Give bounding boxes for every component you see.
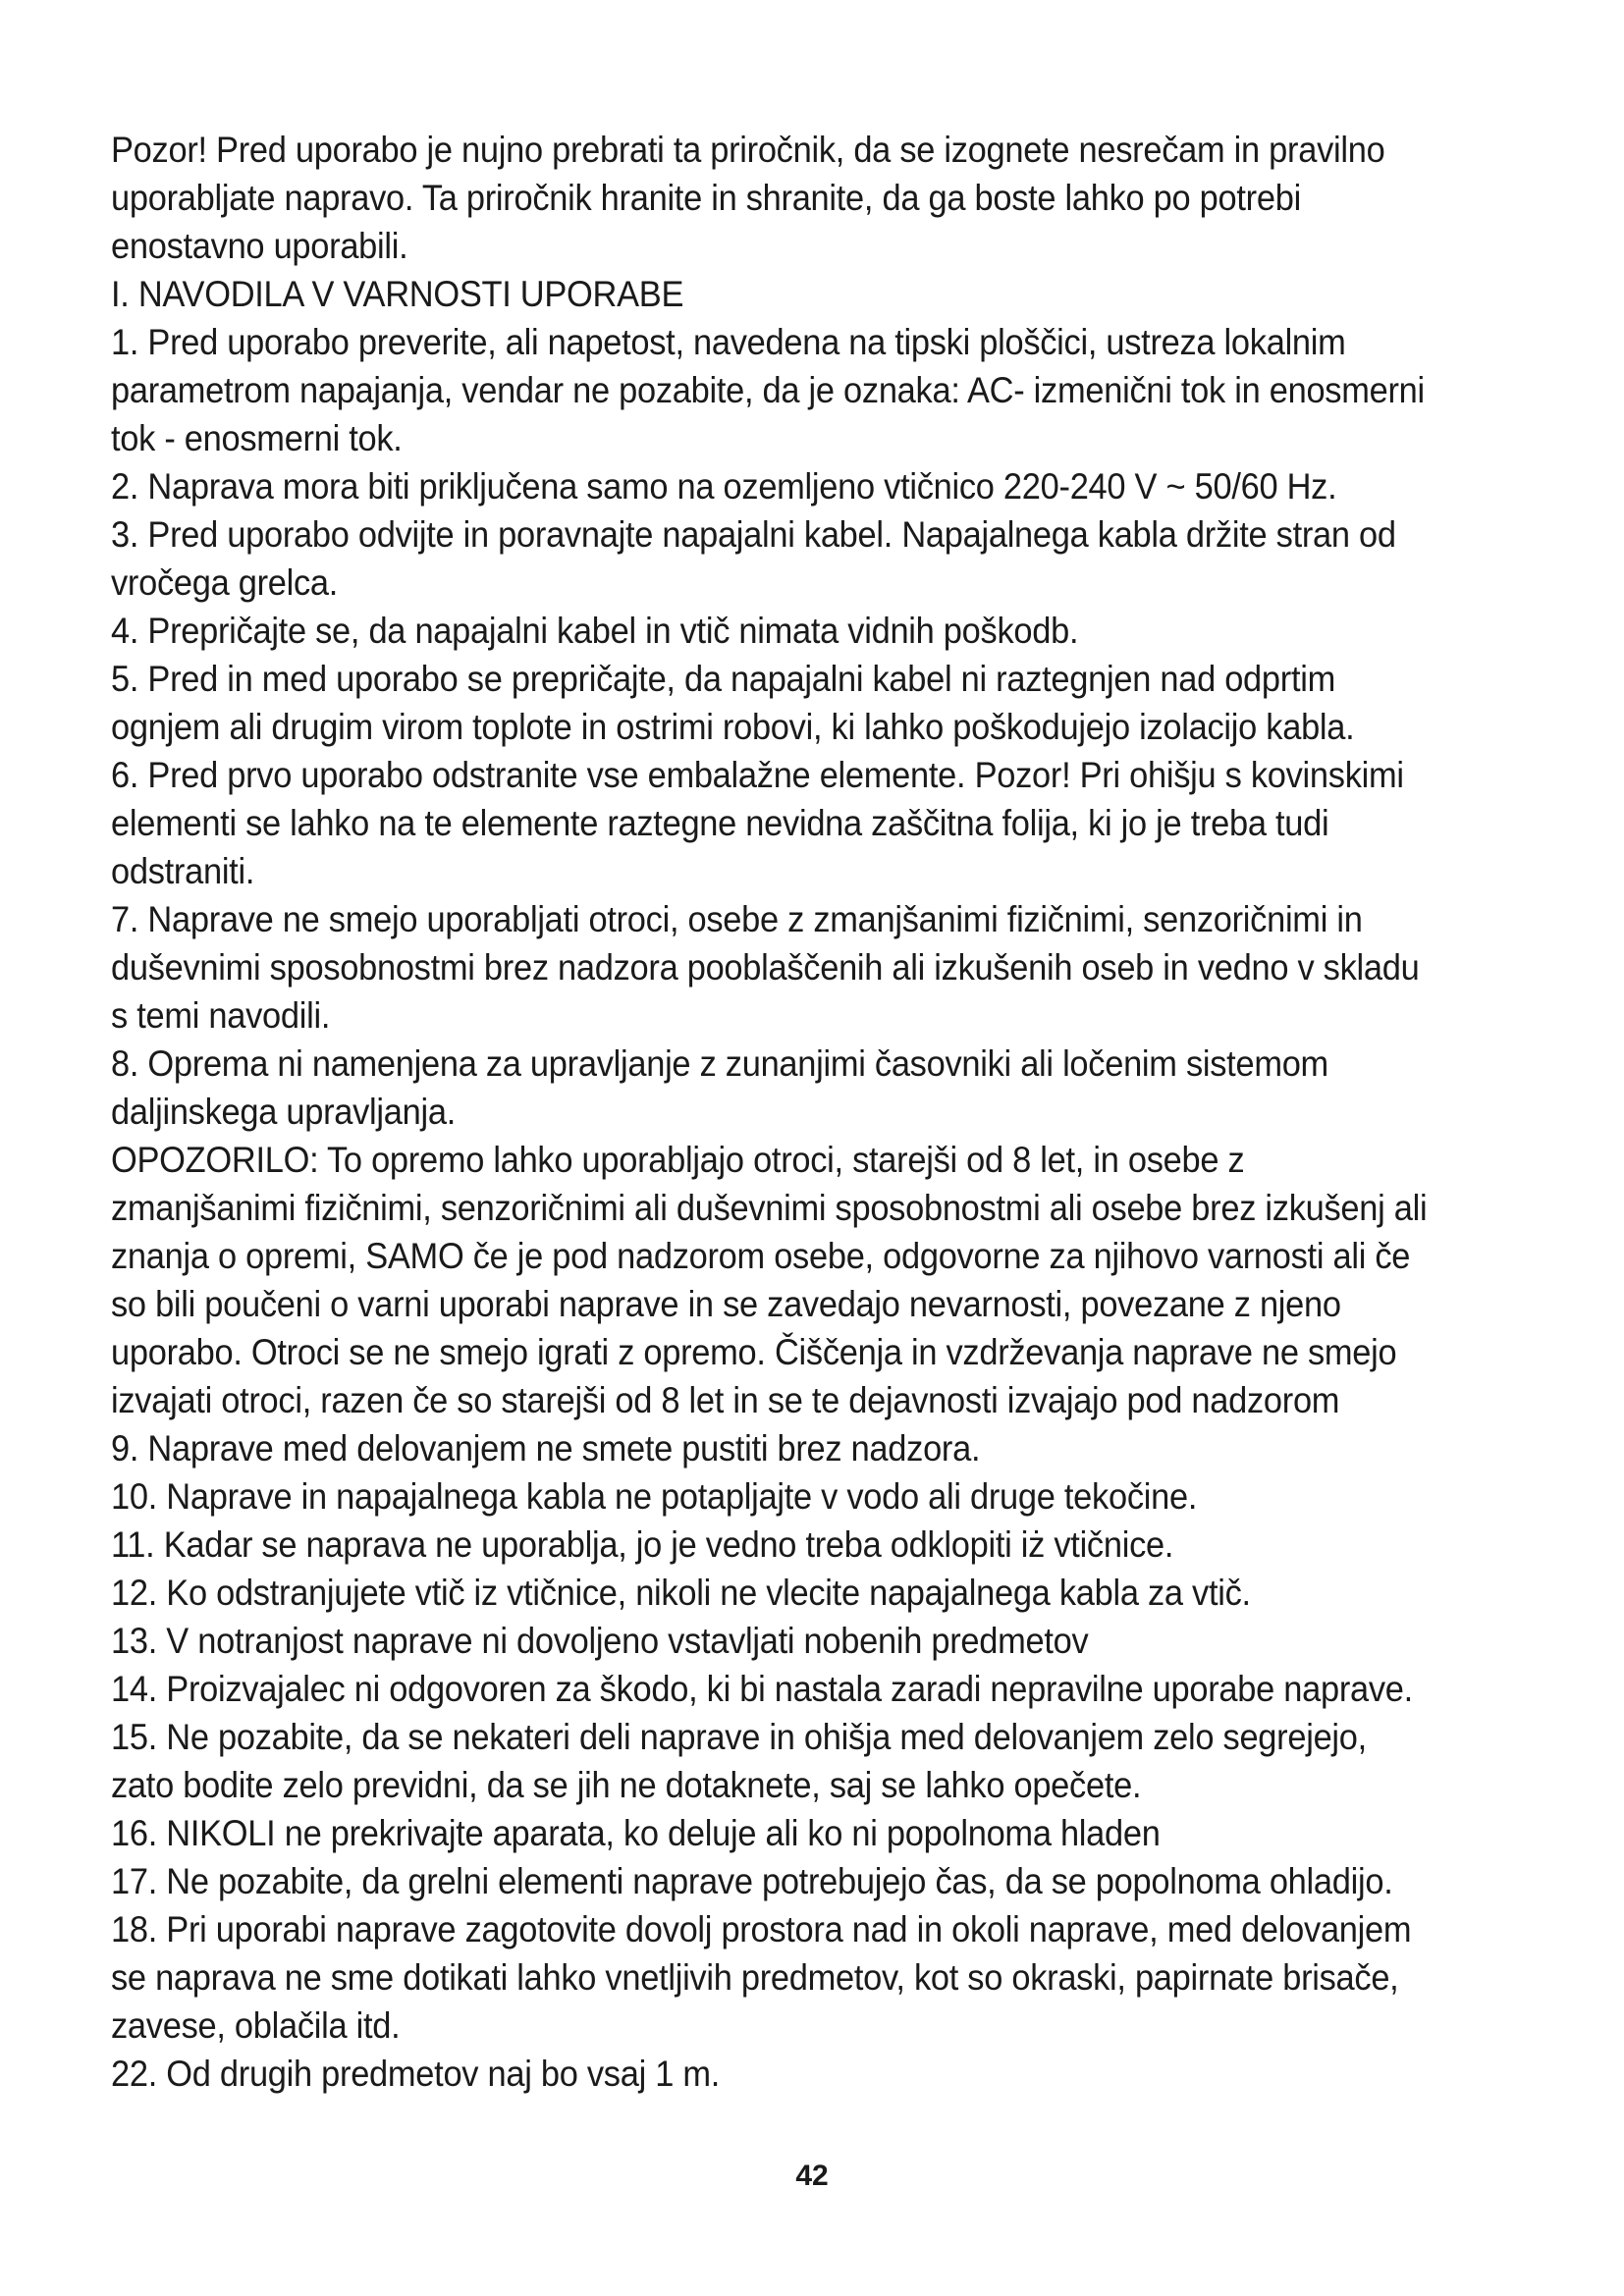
safety-item-12: 12. Ko odstranjujete vtič iz vtičnice, nikoli ne vlecite napajalnega kabla za vtič. (111, 1573, 1251, 1613)
safety-item-14: 14. Proizvajalec ni odgovoren za škodo, ki bi nastala zaradi nepravilne uporabe naprave. (111, 1669, 1413, 1709)
safety-item-9: 9. Naprave med delovanjem ne smete pustiti brez nadzora. (111, 1428, 981, 1468)
safety-item-10: 10. Naprave in napajalnega kabla ne potapljajte v vodo ali druge tekočine. (111, 1476, 1198, 1517)
safety-item-4: 4. Prepričajte se, da napajalni kabel in vtič nimata vidnih poškodb. (111, 611, 1079, 651)
safety-item-3: 3. Pred uporabo odvijte in poravnajte napajalni kabel. Napajalnega kabla držite stran od vročega grelca. (111, 514, 1396, 603)
manual-page-body (111, 126, 1435, 2098)
safety-item-7: 7. Naprave ne smejo uporabljati otroci, osebe z zmanjšanimi fizičnimi, senzoričnimi in duševnimi sposobnostmi brez nadzora pooblaščenih ali izkušenih oseb in vedno v skladu s temi navodili. (111, 899, 1420, 1036)
safety-item-2: 2. Naprava mora biti priključena samo na ozemljeno vtičnico 220-240 V ~ 50/60 Hz. (111, 466, 1337, 507)
safety-item-16: 16. NIKOLI ne prekrivajte aparata, ko deluje ali ko ni popolnoma hladen (111, 1813, 1161, 1853)
safety-item-15: 15. Ne pozabite, da se nekateri deli naprave in ohišja med delovanjem zelo segrejejo, zato bodite zelo previdni, da se jih ne dotaknete, saj se lahko opečete. (111, 1717, 1367, 1805)
intro-warning-paragraph: Pozor! Pred uporabo je nujno prebrati ta priročnik, da se izognete nesrečam in pravilno uporabljate napravo. Ta priročnik hranite in shranite, da ga boste lahko po potrebi enostavno uporabili. (111, 130, 1385, 266)
safety-item-1: 1. Pred uporabo preverite, ali napetost, navedena na tipski ploščici, ustreza lokalnim parametrom napajanja, vendar ne pozabite, da je oznaka: AC- izmenični tok in enosmerni tok - enosmerni tok. (111, 322, 1425, 458)
safety-item-8: 8. Oprema ni namenjena za upravljanje z zunanjimi časovniki ali ločenim sistemom daljinskega upravljanja. (111, 1043, 1328, 1132)
page-number: 42 (795, 2160, 829, 2192)
safety-item-5: 5. Pred in med uporabo se prepričajte, da napajalni kabel ni raztegnjen nad odprtim ognjem ali drugim virom toplote in ostrimi robovi, ki lahko poškodujejo izolacijo kabla. (111, 659, 1355, 747)
section-heading: I. NAVODILA V VARNOSTI UPORABE (111, 274, 684, 314)
safety-item-18: 18. Pri uporabi naprave zagotovite dovolj prostora nad in okoli naprave, med delovanjem se naprava ne sme dotikati lahko vnetljivih predmetov, kot so okraski, papirnate brisače, zavese, oblačila itd. (111, 1909, 1412, 2046)
safety-item-6: 6. Pred prvo uporabo odstranite vse embalažne elemente. Pozor! Pri ohišju s kovinskimi elementi se lahko na te elemente raztegne nevidna zaščitna folija, ki jo je treba tudi odstraniti. (111, 755, 1404, 891)
safety-item-13: 13. V notranjost naprave ni dovoljeno vstavljati nobenih predmetov (111, 1621, 1089, 1661)
safety-item-22: 22. Od drugih predmetov naj bo vsaj 1 m. (111, 2054, 721, 2094)
safety-item-11: 11. Kadar se naprava ne uporablja, jo je vedno treba odklopiti iż vtičnice. (111, 1524, 1174, 1565)
warning-paragraph: OPOZORILO: To opremo lahko uporabljajo otroci, starejši od 8 let, in osebe z zmanjšanimi fizičnimi, senzoričnimi ali duševnimi sposobnostmi ali osebe brez izkušenj ali znanja o opremi, SAMO če je pod nadzorom osebe, odgovorne za njihovo varnosti ali če so bili poučeni o varni uporabi naprave in se zavedajo nevarnosti, povezane z njeno uporabo. Otroci se ne smejo igrati z opremo. Čiščenja in vzdrževanja naprave ne smejo izvajati otroci, razen če so starejši od 8 let in se te dejavnosti izvajajo pod nadzorom (111, 1140, 1428, 1420)
safety-item-17: 17. Ne pozabite, da grelni elementi naprave potrebujejo čas, da se popolnoma ohladijo. (111, 1861, 1393, 1901)
